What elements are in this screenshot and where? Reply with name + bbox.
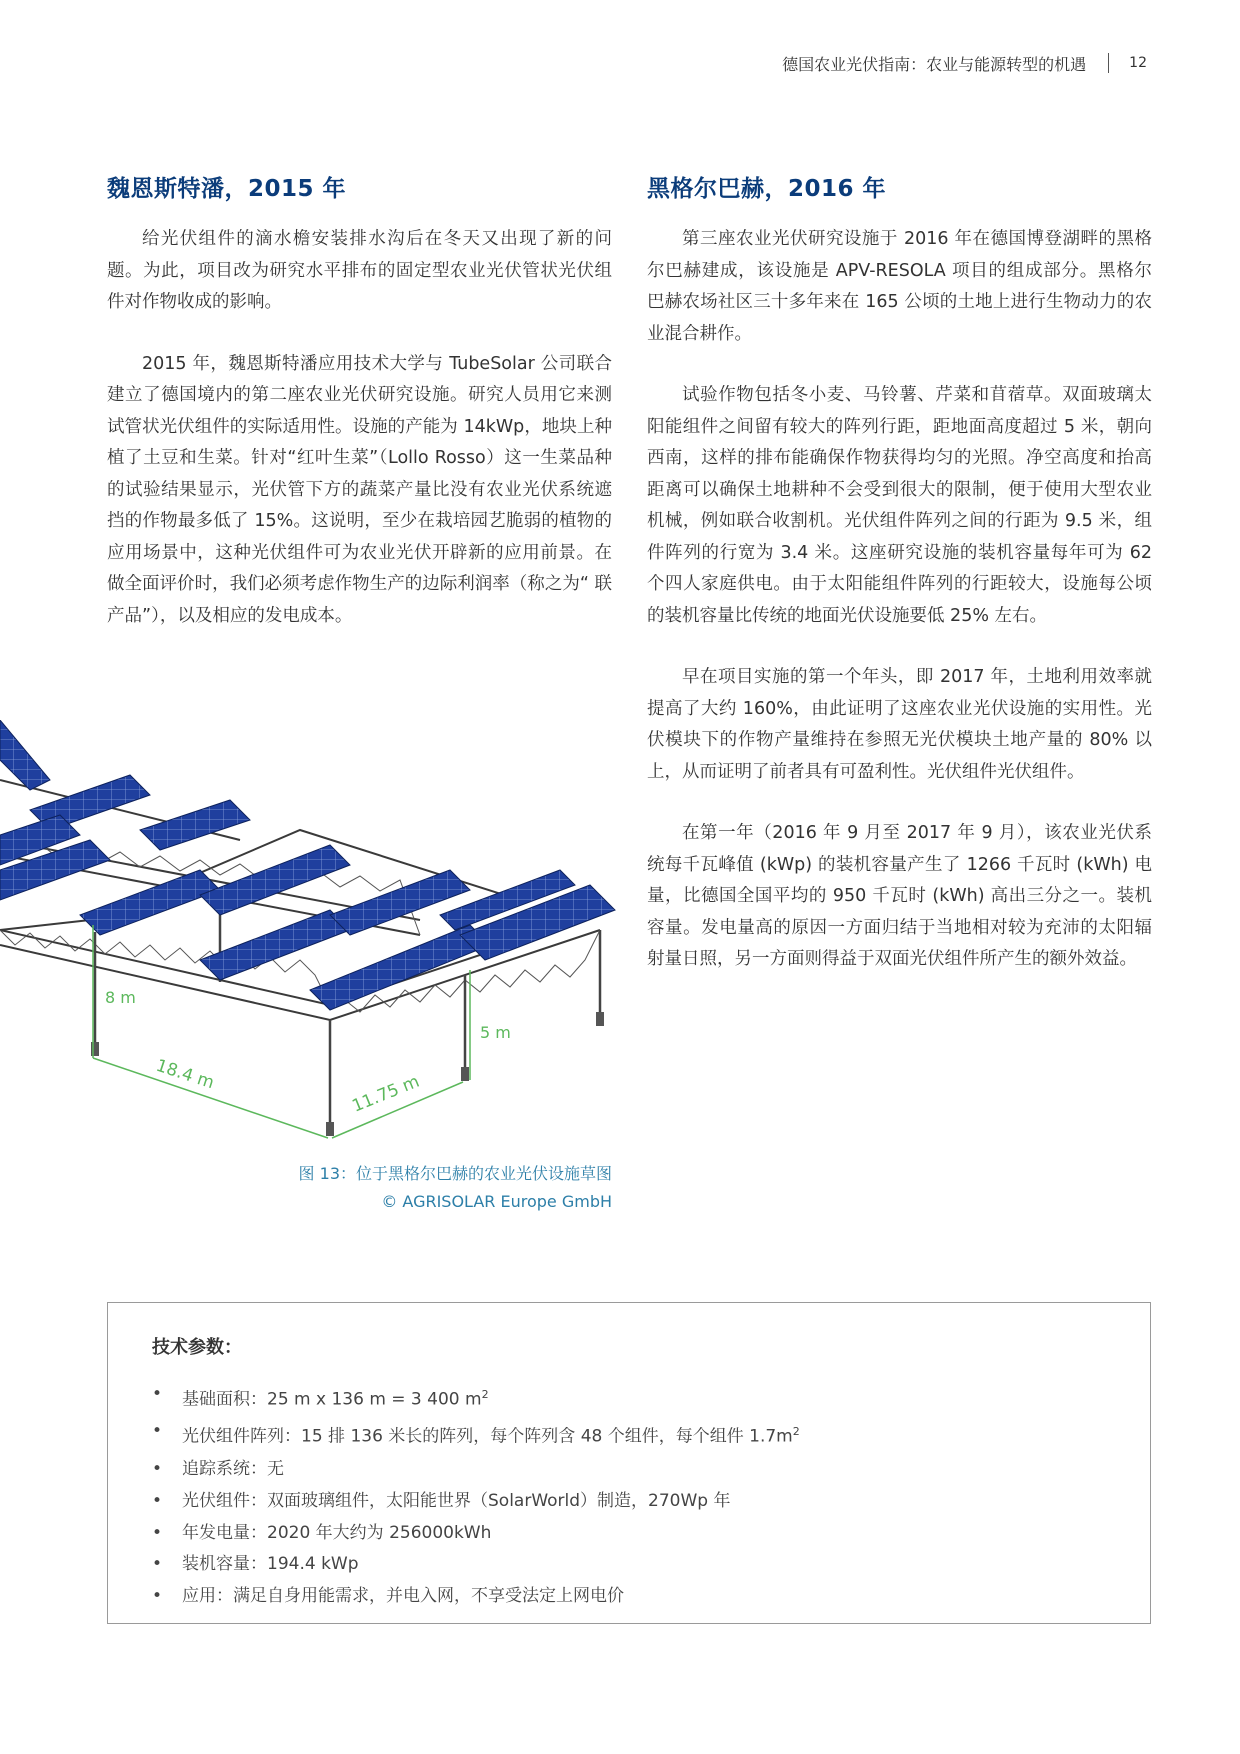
dimension-label-height-right: 5 m xyxy=(480,1023,511,1042)
list-item: • 追踪系统：无 xyxy=(152,1454,1106,1486)
header-title: 德国农业光伏指南：农业与能源转型的机遇 xyxy=(782,54,1087,74)
right-column xyxy=(647,172,1152,1006)
figure-caption xyxy=(299,1160,612,1216)
list-item: • 年发电量：2020 年大约为 256000kWh xyxy=(152,1518,1106,1550)
paragraph: 早在项目实施的第一个年头，即 2017 年，土地利用效率就提高了大约 160%，由此证明了这座农业光伏设施的实用性。光伏模块下的作物产量维持在参照无光伏模块土地产量的 80% 以上，从而证明了前者具有可盈利性。光伏组件光伏组件。 xyxy=(647,667,1152,782)
caption-credit: © AGRISOLAR Europe GmbH xyxy=(381,1192,612,1211)
left-column xyxy=(107,172,612,662)
dimension-label-length: 18.4 m xyxy=(153,1055,217,1094)
list-item: • 光伏组件：双面玻璃组件，太阳能世界（SolarWorld）制造，270Wp 年 xyxy=(152,1486,1106,1518)
paragraph: 在第一年（2016 年 9 月至 2017 年 9 月），该农业光伏系统每千瓦峰值 (kWp) 的装机容量产生了 1266 千瓦时 (kWh) 电量，比德国全国平均的 950 千瓦时 (kWh) 高出三分之一。装机容量。发电量高的原因一方面归结于当地相对较为充沛的太阳辐射量日照，另一方面则得益于双面光伏组件所产生的额外效益。 xyxy=(647,823,1152,969)
header-divider xyxy=(1108,53,1109,73)
specs-list xyxy=(152,1379,1106,1613)
specs-title: 技术参数： xyxy=(152,1337,242,1358)
section-heading-heggelbach: 黑格尔巴赫，2016 年 xyxy=(647,176,887,202)
technical-specs-box xyxy=(107,1302,1151,1624)
page-number: 12 xyxy=(1129,55,1147,71)
agrivoltaic-structure-sketch xyxy=(0,720,620,1140)
section-heading-weihenstephan: 魏恩斯特潘，2015 年 xyxy=(107,176,347,202)
paragraph: 给光伏组件的滴水檐安装排水沟后在冬天又出现了新的问题。为此，项目改为研究水平排布的固定型农业光伏管状光伏组件对作物收成的影响。 xyxy=(107,229,612,312)
paragraph: 2015 年，魏恩斯特潘应用技术大学与 TubeSolar 公司联合建立了德国境内的第二座农业光伏研究设施。研究人员用它来测试管状光伏组件的实际适用性。设施的产能为 14kWp，地块上种植了土豆和生菜。针对“红叶生菜”（Lollo Rosso）这一生菜品种的试验结果显示，光伏管下方的蔬菜产量比没有农业光伏系统遮挡的作物最多低了 15%。这说明，至少在栽培园艺脆弱的植物的应用场景中，这种光伏组件可为农业光伏开辟新的应用前景。在做全面评价时，我们必须考虑作物生产的边际利润率（称之为“ 联产品”），以及相应的发电成本。 xyxy=(107,353,612,626)
dimension-label-width: 11.75 m xyxy=(349,1071,423,1117)
list-item: • 应用：满足自身用能需求，并电入网，不享受法定上网电价 xyxy=(152,1581,1106,1613)
caption-text: 图 13：位于黑格尔巴赫的农业光伏设施草图 xyxy=(298,1164,612,1183)
paragraph: 试验作物包括冬小麦、马铃薯、芹菜和苜蓿草。双面玻璃太阳能组件之间留有较大的阵列行距，距地面高度超过 5 米，朝向西南，这样的排布能确保作物获得均匀的光照。净空高度和抬高距离可以确保土地耕种不会受到很大的限制，便于使用大型农业机械，例如联合收割机。光伏组件阵列之间的行距为 9.5 米，组件阵列的行宽为 3.4 米。这座研究设施的装机容量每年可为 62 个四人家庭供电。由于太阳能组件阵列的行距较大，设施每公顷的装机容量比传统的地面光伏设施要低 25% 左右。 xyxy=(647,385,1152,626)
list-item: • 装机容量：194.4 kWp xyxy=(152,1549,1106,1581)
list-item: • 光伏组件阵列：15 排 136 米长的阵列，每个阵列含 48 个组件，每个组件 $1.7m^2$ xyxy=(152,1416,1106,1453)
dimension-label-height-left: 8 m xyxy=(105,988,136,1007)
paragraph: 第三座农业光伏研究设施于 2016 年在德国博登湖畔的黑格尔巴赫建成，该设施是 APV-RESOLA 项目的组成部分。黑格尔巴赫农场社区三十多年来在 165 公顷的土地上进行生物动力的农业混合耕作。 xyxy=(647,229,1152,344)
page-header xyxy=(782,48,1147,78)
list-item: • 基础面积：25 m x 136 m = 3 400 $m^2$ xyxy=(152,1379,1106,1416)
